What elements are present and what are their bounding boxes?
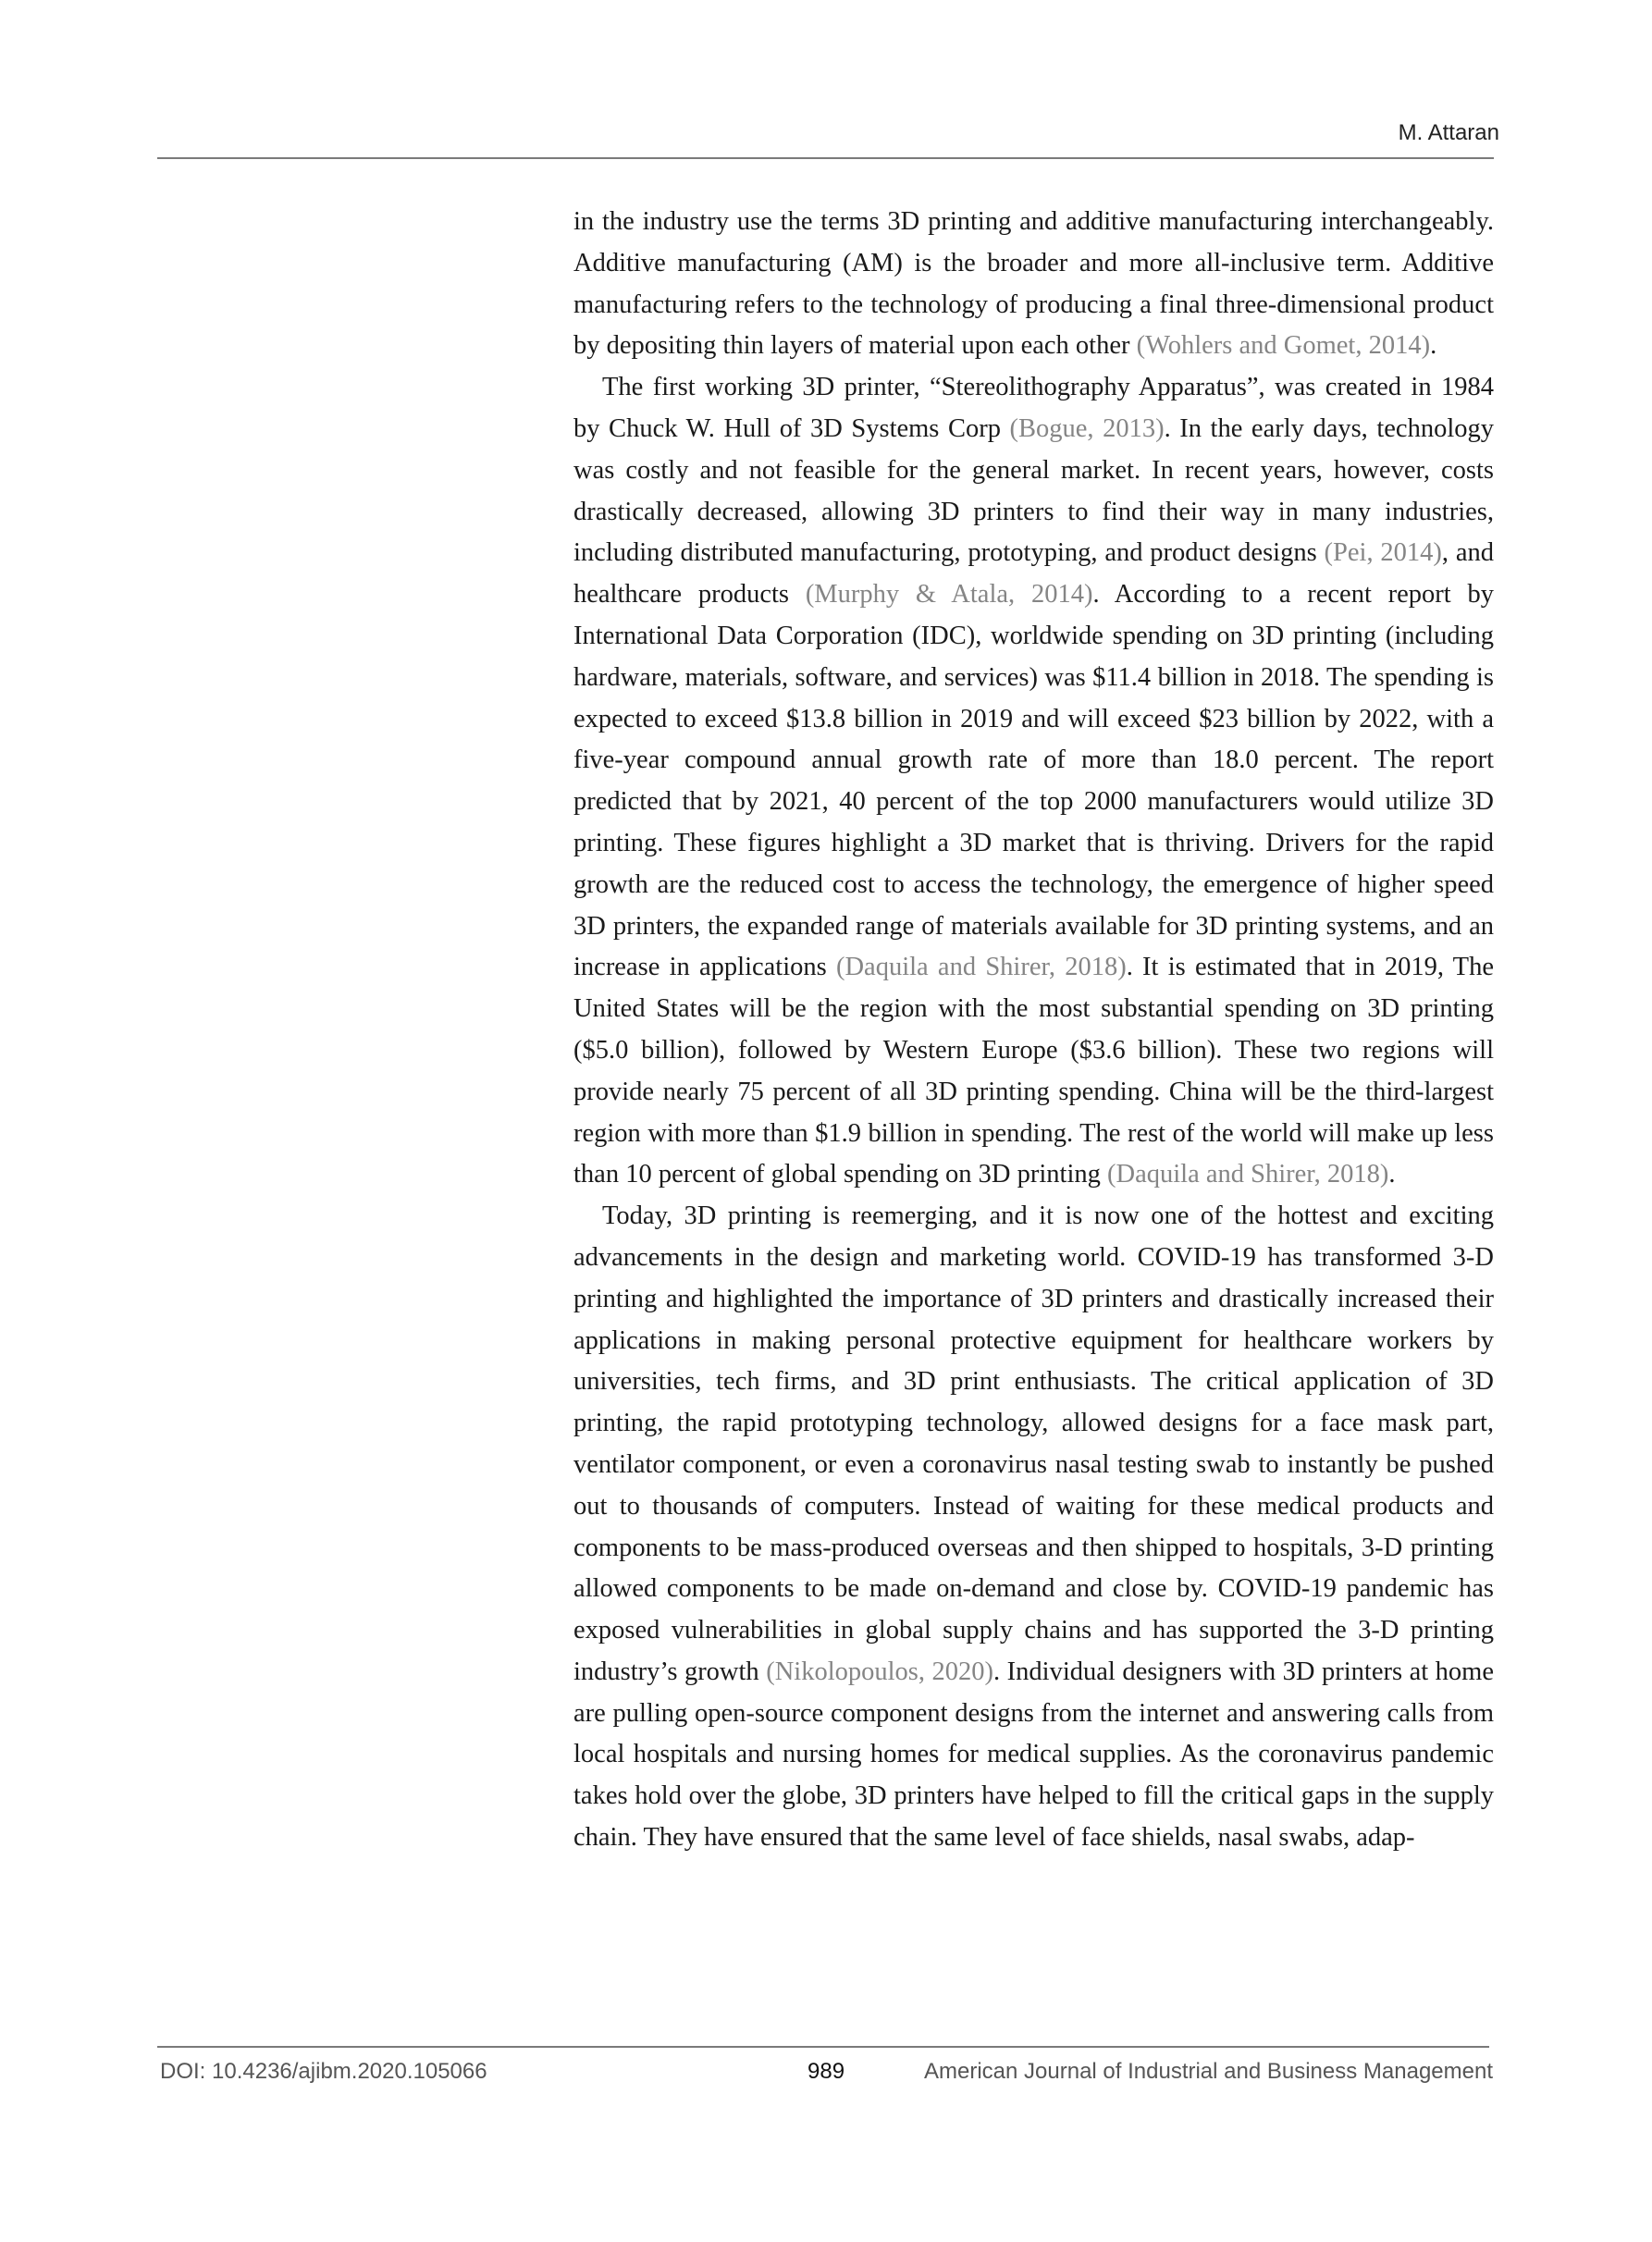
footer-journal-title: American Journal of Industrial and Business Management [924, 2059, 1493, 2084]
page-number: 989 [808, 2059, 845, 2084]
paragraph-1 [573, 202, 1494, 367]
article-body [573, 202, 1494, 1859]
paragraph-text: The first working 3D printer, “Stereolithography Apparatus”, was created in 1984 by Chuck W. Hull of 3D Systems Corp [573, 373, 1494, 443]
paragraph-text: . Individual designers with 3D printers at home are pulling open-source component designs from the internet and answering calls from local hospitals and nursing homes for medical supplies. As the coronavirus pandemic takes hold over the globe, 3D printers have helped to fill the critical gaps in the supply chain. They have ensured that the same level of face shields, nasal swabs, adap- [573, 1657, 1494, 1853]
citation-link[interactable]: (Nikolopoulos, 2020) [766, 1657, 994, 1686]
citation-link[interactable]: (Daquila and Shirer, 2018) [835, 953, 1127, 982]
paragraph-text: , and healthcare products [573, 538, 1494, 610]
paragraph-text: Today, 3D printing is reemerging, and it is now one of the hottest and exciting advancements in the design and marketing world. COVID-19 has transformed 3-D printing and highlighted the importance of 3D printers and drastically increased their applications in making personal protective equipment for healthcare workers by universities, tech firms, and 3D print enthusiasts. The critical application of 3D printing, the rapid prototyping technology, allowed designs for a face mask part, ventilator component, or even a coronavirus nasal testing swab to instantly be pushed out to thousands of computers. Instead of waiting for these medical products and components to be mass-produced overseas and then shipped to hospitals, 3-D printing allowed components to be made on-demand and close by. COVID-19 pandemic has exposed vulnerabilities in global supply chains and has supported the 3-D printing industry’s growth [573, 1201, 1494, 1686]
running-header-author: M. Attaran [1398, 120, 1499, 145]
paragraph-text: in the industry use the terms 3D printing and additive manufacturing interchangeably. Additive manufacturing (AM) is the broader and more all-inclusive term. Additive manufacturing refers to the technology of producing a final three-dimensional product by depositing thin layers of material upon each other [573, 207, 1494, 361]
paragraph-text: . It is estimated that in 2019, The United States will be the region with the most substantial spending on 3D printing ($5.0 billion), followed by Western Europe ($3.6 billion). These two regions will provide nearly 75 percent of all 3D printing spending. China will be the third-largest region with more than $1.9 billion in spending. The rest of the world will make up less than 10 percent of global spending on 3D printing [573, 953, 1494, 1189]
paragraph-text: . [1388, 1160, 1396, 1189]
paragraph-3 [573, 1196, 1494, 1859]
paragraph-text: . According to a recent report by International Data Corporation (IDC), worldwide spending on 3D printing (including hardware, materials, software, and services) was $11.4 billion in 2018. The spending is expected to exceed $13.8 billion in 2019 and will exceed $23 billion by 2022, with a five-year compound annual growth rate of more than 18.0 percent. The report predicted that by 2021, 40 percent of the top 2000 manufacturers would utilize 3D printing. These figures highlight a 3D market that is thriving. Drivers for the rapid growth are the reduced cost to access the technology, the emergence of higher speed 3D printers, the expanded range of materials available for 3D printing systems, and an increase in applications [573, 580, 1494, 982]
footer-divider [157, 2046, 1489, 2048]
paragraph-2 [573, 367, 1494, 1196]
citation-link[interactable]: (Pei, 2014) [1324, 538, 1442, 568]
paragraph-text: . In the early days, technology was costly and not feasible for the general market. In recent years, however, costs drastically decreased, allowing 3D printers to find their way in many industries, including distributed manufacturing, prototyping, and product designs [573, 413, 1494, 568]
paragraph-text: . [1430, 331, 1437, 361]
footer-doi[interactable]: DOI: 10.4236/ajibm.2020.105066 [160, 2059, 487, 2084]
citation-link[interactable]: (Wohlers and Gomet, 2014) [1136, 331, 1431, 361]
citation-link[interactable]: (Murphy & Atala, 2014) [805, 580, 1093, 610]
header-divider [157, 157, 1494, 159]
citation-link[interactable]: (Bogue, 2013) [1009, 413, 1165, 443]
citation-link[interactable]: (Daquila and Shirer, 2018) [1107, 1160, 1389, 1189]
